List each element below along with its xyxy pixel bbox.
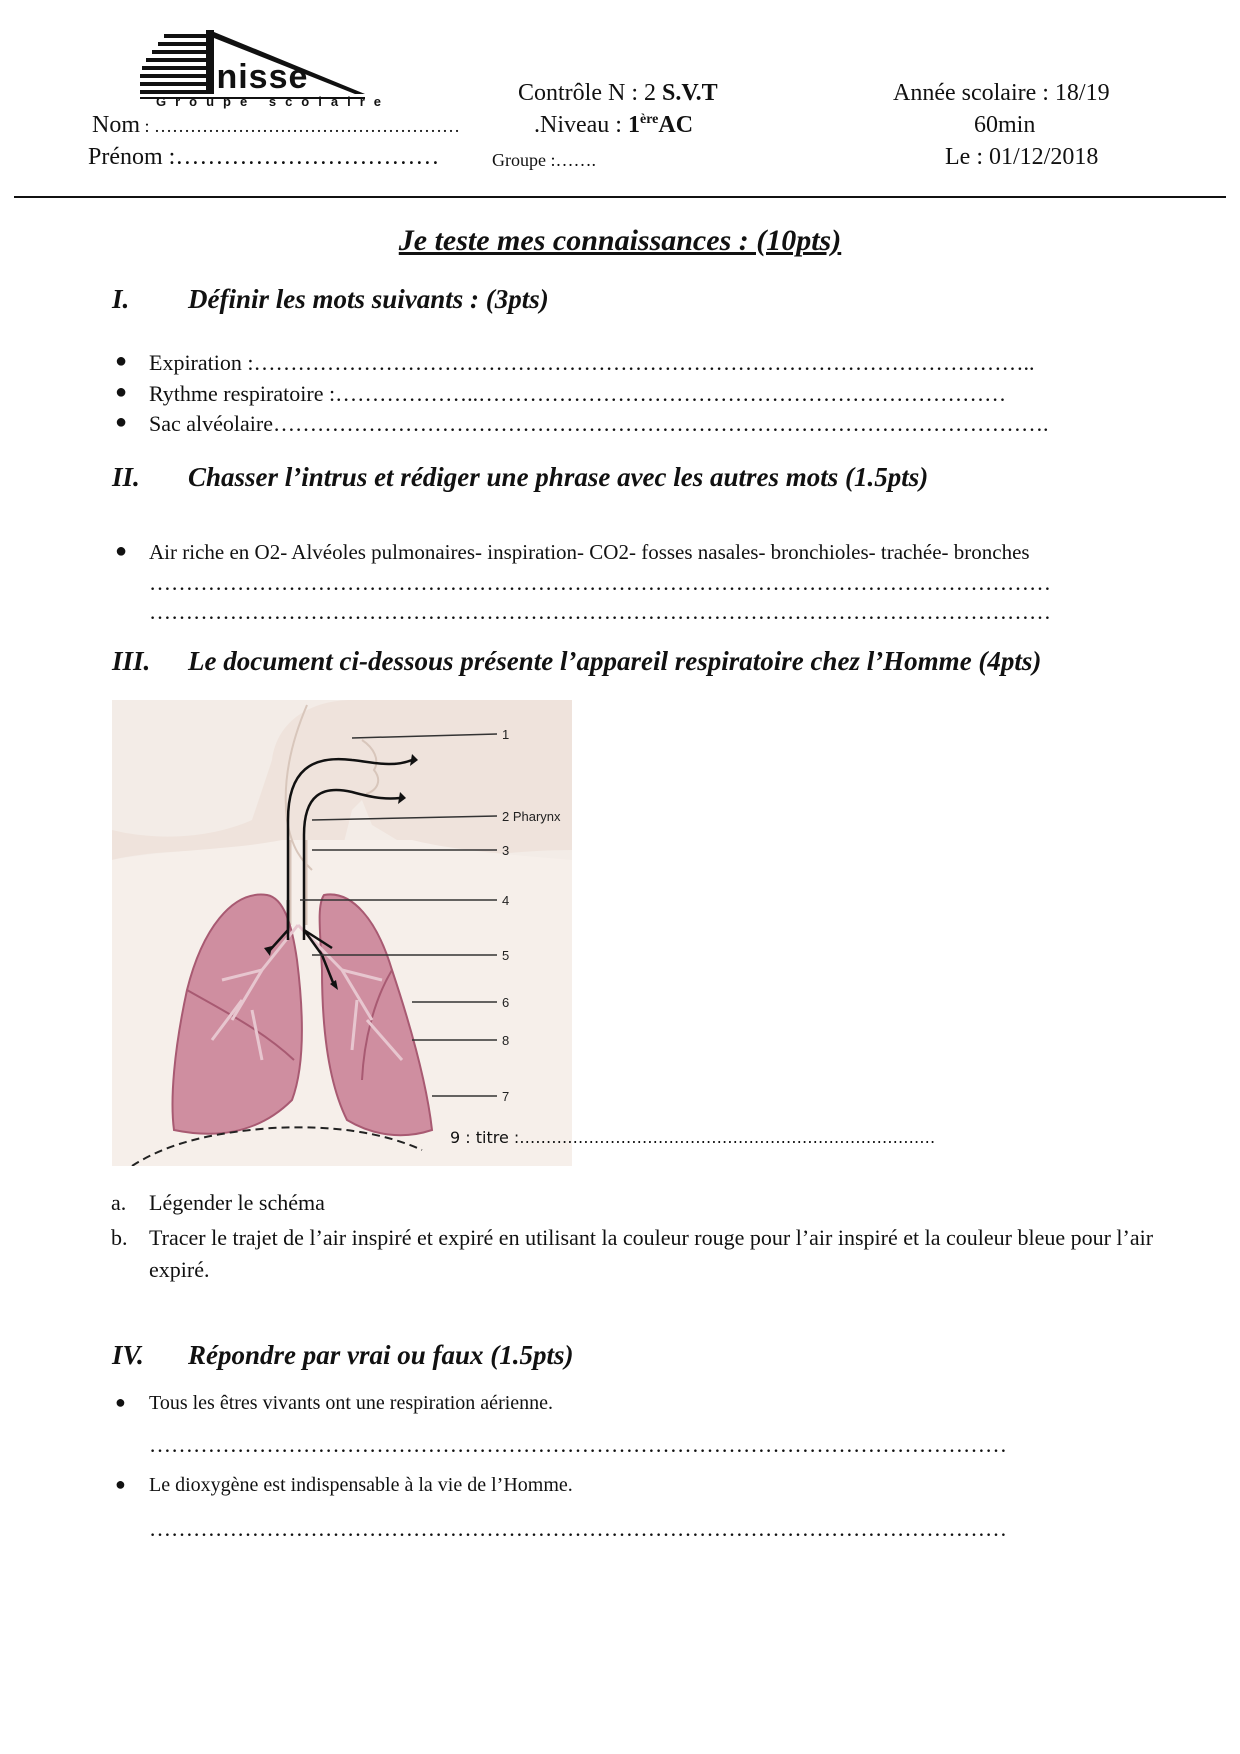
header-divider (14, 196, 1226, 198)
section-2-number: II. (112, 462, 140, 492)
diagram-label-7: 7 (502, 1089, 510, 1104)
groupe-field[interactable]: Groupe :……. (492, 150, 596, 170)
diagram-label-8: 8 (502, 1033, 510, 1048)
diagram-title-field[interactable]: 9 : titre :…………………………………………………………………… (450, 1128, 936, 1147)
definition-text: Expiration :…………………………………………………………………………………………….. (149, 350, 1035, 375)
annee-scolaire: Année scolaire : 18/19 (893, 80, 1110, 106)
controle-subject: S.V.T (662, 80, 718, 106)
nom-label: Nom (92, 112, 140, 138)
definition-expiration[interactable] (115, 350, 1035, 376)
niveau-sup: ère (639, 112, 659, 127)
question-b-marker: b. (111, 1225, 128, 1250)
prenom-field[interactable]: Prénom :…………………………… (88, 144, 440, 170)
respiratory-system-illustration (112, 700, 572, 1166)
school-logo (140, 28, 390, 110)
controle-number: Contrôle N : 2 (518, 80, 662, 106)
bullet-icon: ● (115, 540, 128, 562)
answer-line-1[interactable]: …………………………………………………………………………………………………………… (149, 570, 1051, 595)
section-4-title: Répondre par vrai ou faux (1.5pts) (188, 1340, 574, 1370)
niveau-label (534, 112, 693, 139)
diagram-label-3: 3 (502, 843, 510, 858)
niveau-num: 1 (627, 112, 640, 138)
diagram-label-5: 5 (502, 948, 510, 963)
section-2-title: Chasser l’intrus et rédiger une phrase avec les autres mots (1.5pts) (188, 462, 929, 492)
definition-text: Rythme respiratoire :………………..……………………………………………………………… (149, 381, 1007, 406)
logo-subtitle: Groupe scolaire (156, 94, 390, 109)
bullet-icon: ● (115, 381, 128, 403)
section-3-heading (112, 646, 1041, 677)
section-4-heading (112, 1340, 574, 1371)
vrai-faux-answer-1[interactable]: ……………………………………………………………………………………………………… (149, 1432, 1007, 1457)
bullet-icon: ● (115, 1474, 126, 1494)
diagram-label-2: 2 Pharynx (502, 809, 561, 824)
question-a (111, 1190, 1199, 1216)
statement-text: Tous les êtres vivants ont une respiration aérienne. (149, 1392, 554, 1414)
vrai-faux-statement-2 (115, 1474, 573, 1497)
vrai-faux-answer-2[interactable]: ……………………………………………………………………………………………………… (149, 1516, 1007, 1541)
respiratory-diagram (112, 700, 572, 1166)
intrus-words (115, 540, 1030, 565)
nom-dots: : …………………………………………… (140, 116, 461, 136)
question-b (111, 1222, 1209, 1286)
statement-text: Le dioxygène est indispensable à la vie de l’Homme. (149, 1474, 573, 1496)
question-a-text: Légender le schéma (149, 1190, 325, 1215)
vrai-faux-statement-1 (115, 1392, 554, 1415)
nom-field[interactable] (92, 112, 460, 139)
niveau-suffix: AC (658, 112, 694, 138)
section-3-title: Le document ci-dessous présente l’appareil respiratoire chez l’Homme (4pts) (188, 646, 1042, 676)
section-1-heading (112, 284, 549, 315)
diagram-label-4: 4 (502, 893, 510, 908)
section-2-heading (112, 462, 928, 493)
section-1-number: I. (112, 284, 130, 314)
page-title: Je teste mes connaissances : (10pts) (398, 224, 842, 257)
bullet-icon: ● (115, 1392, 126, 1412)
section-1-title: Définir les mots suivants : (3pts) (188, 284, 549, 314)
diagram-label-6: 6 (502, 995, 510, 1010)
bullet-icon: ● (115, 350, 128, 372)
section-3-number: III. (112, 646, 151, 676)
definition-text: Sac alvéolaire……………………………………………………………………………………………. (149, 411, 1049, 436)
definition-sac[interactable] (115, 411, 1049, 437)
section-4-number: IV. (112, 1340, 144, 1370)
controle-label (518, 80, 718, 107)
duree: 60min (974, 112, 1036, 138)
bullet-icon: ● (115, 411, 128, 433)
answer-line-2[interactable]: …………………………………………………………………………………………………………… (149, 599, 1051, 624)
diagram-label-1: 1 (502, 727, 510, 742)
niveau-prefix: .Niveau : (534, 112, 628, 138)
date: Le : 01/12/2018 (945, 144, 1099, 170)
intrus-words-text: Air riche en O2- Alvéoles pulmonaires- inspiration- CO2- fosses nasales- bronchioles- trachée- bronches (149, 540, 1030, 564)
question-b-text: Tracer le trajet de l’air inspiré et expiré en utilisant la couleur rouge pour l’air inspiré et la couleur bleue pour l’air expiré. (149, 1225, 1154, 1282)
question-a-marker: a. (111, 1190, 127, 1215)
definition-rythme[interactable] (115, 381, 1007, 407)
logo-name: Inisse (206, 58, 309, 96)
